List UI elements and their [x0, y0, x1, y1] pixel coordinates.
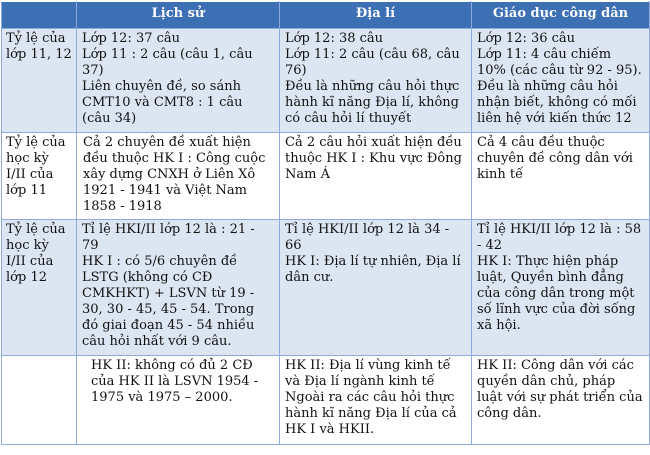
- civic-cell: [472, 133, 650, 220]
- header-civic-education: Giáo dục công dân: [472, 2, 650, 29]
- history-cell: [77, 220, 280, 356]
- cell-line: HK I: Địa lí tự nhiên, Địa lí dân cư.: [285, 254, 461, 285]
- comparison-table: [1, 1, 650, 445]
- cell-line: HK II: không có đủ 2 CĐ của HK II là LSVN 1954 - 1975 và 1975 – 2000.: [91, 358, 259, 405]
- cell-line: Ngoài ra các câu hỏi thực hành kĩ năng Địa lí của cả HK I và HKII.: [285, 390, 457, 437]
- geography-cell: [280, 29, 472, 133]
- header-corner: [2, 2, 77, 29]
- geography-cell: [280, 220, 472, 356]
- cell-line: Đều là những câu hỏi nhận biết, không có mối liên hệ với kiến thức 12: [477, 79, 637, 126]
- table-row: [2, 133, 650, 220]
- cell-line: Liên chuyên đề, so sánh CMT10 và CMT8 : 1 câu (câu 34): [82, 79, 243, 126]
- row-label: [2, 356, 77, 445]
- header-history: Lịch sử: [77, 2, 280, 29]
- history-cell: [77, 29, 280, 133]
- row-label: Tỷ lệ của học kỳ I/II của lớp 12: [2, 220, 77, 356]
- cell-line: Đều là những câu hỏi thực hành kĩ năng Địa lí, không có câu hỏi lí thuyết: [285, 79, 460, 126]
- cell-line: Lớp 12: 36 câu: [477, 31, 576, 46]
- table-row: [2, 356, 650, 445]
- civic-cell: [472, 356, 650, 445]
- cell-line: Lớp 11: 2 câu (câu 68, câu 76): [285, 47, 460, 78]
- history-cell: [77, 356, 280, 445]
- header-row: [2, 2, 650, 29]
- cell-line: Tỉ lệ HKI/II lớp 12 là : 21 - 79: [82, 222, 255, 253]
- cell-line: Cả 2 câu hỏi xuất hiện đều thuộc HK I : Khu vực Đông Nam Á: [285, 135, 462, 182]
- cell-line: HK I : có 5/6 chuyên đề LSTG (không có CĐ CMKHKT) + LSVN từ 19 - 30, 30 - 45, 45 - 54. Trong đó giai đoạn 45 - 54 nhiều câu hỏi nhất với 9 câu.: [82, 254, 255, 349]
- civic-cell: [472, 29, 650, 133]
- geography-cell: [280, 133, 472, 220]
- geography-cell: [280, 356, 472, 445]
- cell-line: HK II: Công dân với các quyền dân chủ, pháp luật với sự phát triển của công dân.: [477, 358, 643, 421]
- cell-line: Lớp 12: 37 câu: [82, 31, 181, 46]
- cell-line: HK I: Thực hiện pháp luật, Quyền bình đẳng của công dân trong một số lĩnh vực của đời sống xã hội.: [477, 254, 636, 333]
- history-cell: [77, 133, 280, 220]
- cell-line: HK II: Địa lí vùng kinh tế và Địa lí ngành kinh tế: [285, 358, 451, 389]
- cell-line: Cả 2 chuyên đề xuất hiện đều thuộc HK I : Công cuộc xây dựng CNXH ở Liên Xô 1921 - 1941 và Việt Nam 1858 - 1918: [83, 135, 266, 214]
- cell-line: Lớp 11: 4 câu chiếm 10% (các câu từ 92 - 95).: [477, 47, 642, 78]
- cell-line: Lớp 12: 38 câu: [285, 31, 384, 46]
- cell-line: Tỉ lệ HKI/II lớp 12 là 34 - 66: [285, 222, 450, 253]
- header-geography: Địa lí: [280, 2, 472, 29]
- row-label: Tỷ lệ của học kỳ I/II của lớp 11: [2, 133, 77, 220]
- cell-line: Lớp 11 : 2 câu (câu 1, câu 37): [82, 47, 253, 78]
- civic-cell: [472, 220, 650, 356]
- table-row: [2, 29, 650, 133]
- cell-line: Cả 4 câu đều thuộc chuyên đề công dân với kinh tế: [477, 135, 633, 182]
- row-label: Tỷ lệ của lớp 11, 12: [2, 29, 77, 133]
- table-row: [2, 220, 650, 356]
- cell-line: Tỉ lệ HKI/II lớp 12 là : 58 - 42: [477, 222, 642, 253]
